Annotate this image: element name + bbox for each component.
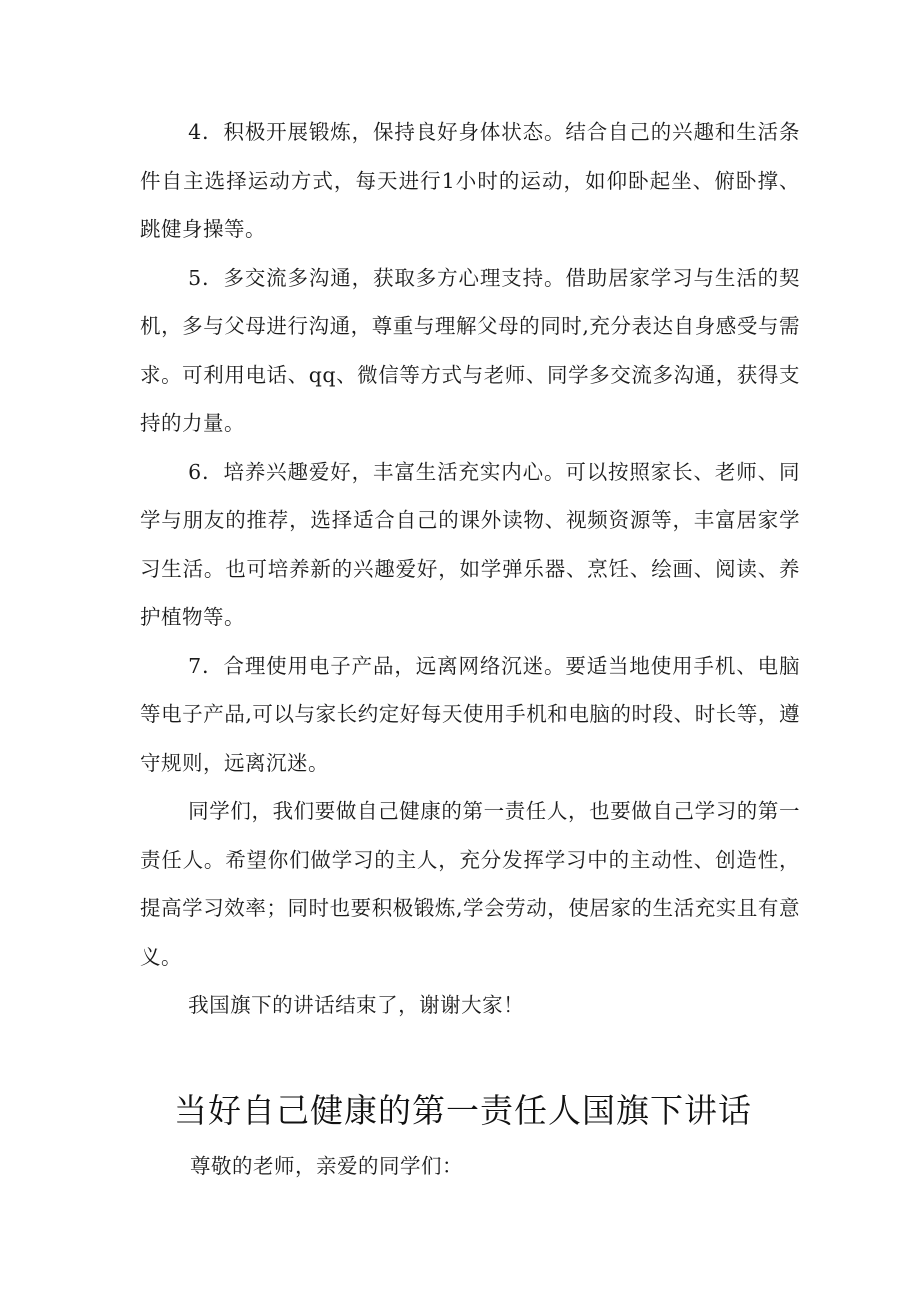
document-body [140,108,800,1030]
closing-line: 我国旗下的讲话结束了，谢谢大家！ [188,993,525,1017]
paragraph-electronics: 7．合理使用电子产品，远离网络沉迷。要适当地使用手机、电脑等电子产品,可以与家长约定好每天使用手机和电脑的时段、时长等，遵守规则，远离沉迷。 [140,653,800,775]
paragraph-hobbies: 6．培养兴趣爱好，丰富生活充实内心。可以按照家长、老师、同学与朋友的推荐，选择适合自己的课外读物、视频资源等，丰富居家学习生活。也可培养新的兴趣爱好，如学弹乐器、烹饪、绘画、阅读、养护植物等。 [140,459,800,629]
paragraph-communication: 5．多交流多沟通，获取多方心理支持。借助居家学习与生活的契机，多与父母进行沟通，尊重与理解父母的同时,充分表达自身感受与需求。可利用电话、qq、微信等方式与老师、同学多交流多沟通，获得支持的力量。 [140,265,800,435]
salutation: 尊敬的老师，亲爱的同学们： [190,1154,463,1178]
paragraph-exercise: 4．积极开展锻炼，保持良好身体状态。结合自己的兴趣和生活条件自主选择运动方式，每天进行1小时的运动，如仰卧起坐、俯卧撑、跳健身操等。 [140,120,800,241]
section-title: 当好自己健康的第一责任人国旗下讲话 [174,1091,752,1130]
paragraph-conclusion: 同学们，我们要做自己健康的第一责任人，也要做自己学习的第一责任人。希望你们做学习的主人，充分发挥学习中的主动性、创造性，提高学习效率；同时也要积极锻炼,学会劳动，使居家的生活充实且有意义。 [140,799,800,969]
